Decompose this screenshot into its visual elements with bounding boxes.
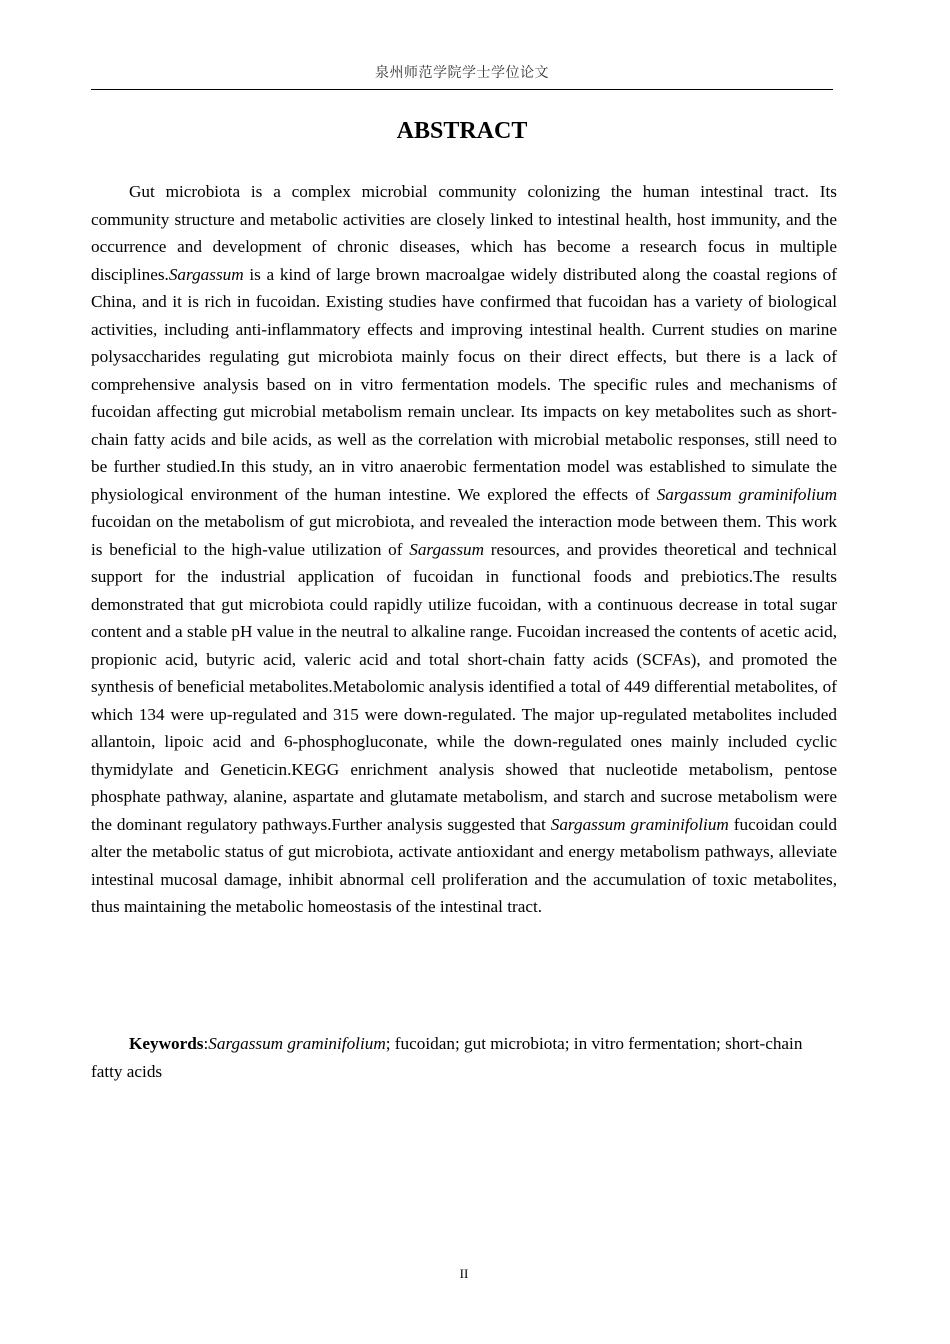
running-header: 泉州师范学院学士学位论文 — [375, 65, 549, 81]
keywords-list: ; fucoidan; gut microbiota; in vitro fermentation; short-chain fatty acids — [91, 1034, 803, 1081]
species-name-1: Sargassum — [168, 264, 244, 284]
keywords-species: Sargassum graminifolium — [208, 1034, 386, 1053]
page-number: II — [459, 1266, 469, 1281]
header-rule — [91, 89, 833, 90]
keywords-label: Keywords — [129, 1034, 204, 1053]
keywords-line — [91, 1030, 837, 1086]
abstract-text-4: resources, and provides theoretical and technical support for the industrial application of fucoidan in functional foods and prebiotics.The results demonstrated that gut microbiota could rapidly utilize fucoidan, with a continuous decrease in total sugar content and a stable pH value in the neutral to alkaline range. Fucoidan increased the contents of acetic acid, propionic acid, butyric acid, valeric acid and total short-chain fatty acids (SCFAs), and promoted the synthesis of beneficial metabolites.Metabolomic analysis identified a total of 449 differential metabolites, of which 134 were up-regulated and 315 were down-regulated. The major up-regulated metabolites included allantoin, lipoic acid and 6-phosphogluconate, while the down-regulated ones mainly included cyclic thymidylate and Geneticin.KEGG enrichment analysis showed that nucleotide metabolism, pentose phosphate pathway, alanine, aspartate and glutamate metabolism, and starch and sucrose metabolism were the dominant regulatory pathways.Further analysis suggested that — [91, 539, 837, 834]
abstract-text-3: fucoidan on the metabolism of gut microbiota, and revealed the interaction mode between them. This work is beneficial to the high-value utilization of — [91, 512, 837, 559]
abstract-text-1: Gut microbiota is a complex microbial community colonizing the human intestinal tract. Its community structure and metabolic activities are closely linked to intestinal health, host immunity, and the occurrence and development of chronic diseases, which has become a research focus in multiple disciplines. — [91, 182, 837, 284]
abstract-title: ABSTRACT — [396, 118, 528, 144]
abstract-text-5: fucoidan could alter the metabolic status of gut microbiota, activate antioxidant and energy metabolism pathways, alleviate intestinal mucosal damage, inhibit abnormal cell proliferation and the accumulation of toxic metabolites, thus maintaining the metabolic homeostasis of the intestinal tract. — [91, 814, 837, 916]
species-name-3: Sargassum — [409, 539, 485, 559]
abstract-text-2: is a kind of large brown macroalgae widely distributed along the coastal regions of China, and it is rich in fucoidan. Existing studies have confirmed that fucoidan has a variety of biological activities, including anti-inflammatory effects and improving intestinal health. Current studies on marine polysaccharides regulating gut microbiota mainly focus on their direct effects, but there is a lack of comprehensive analysis based on in vitro fermentation models. The specific rules and mechanisms of fucoidan affecting gut microbial metabolism remain unclear. Its impacts on key metabolites such as short-chain fatty acids and bile acids, as well as the correlation with microbial metabolic responses, still need to be further studied.In this study, an in vitro anaerobic fermentation model was established to simulate the physiological environment of the human intestine. We explored the effects of — [91, 264, 837, 504]
keywords-separator: : — [203, 1034, 209, 1053]
abstract-paragraph — [91, 178, 837, 921]
species-name-2: Sargassum graminifolium — [656, 484, 838, 504]
species-name-4: Sargassum graminifolium — [550, 814, 729, 834]
